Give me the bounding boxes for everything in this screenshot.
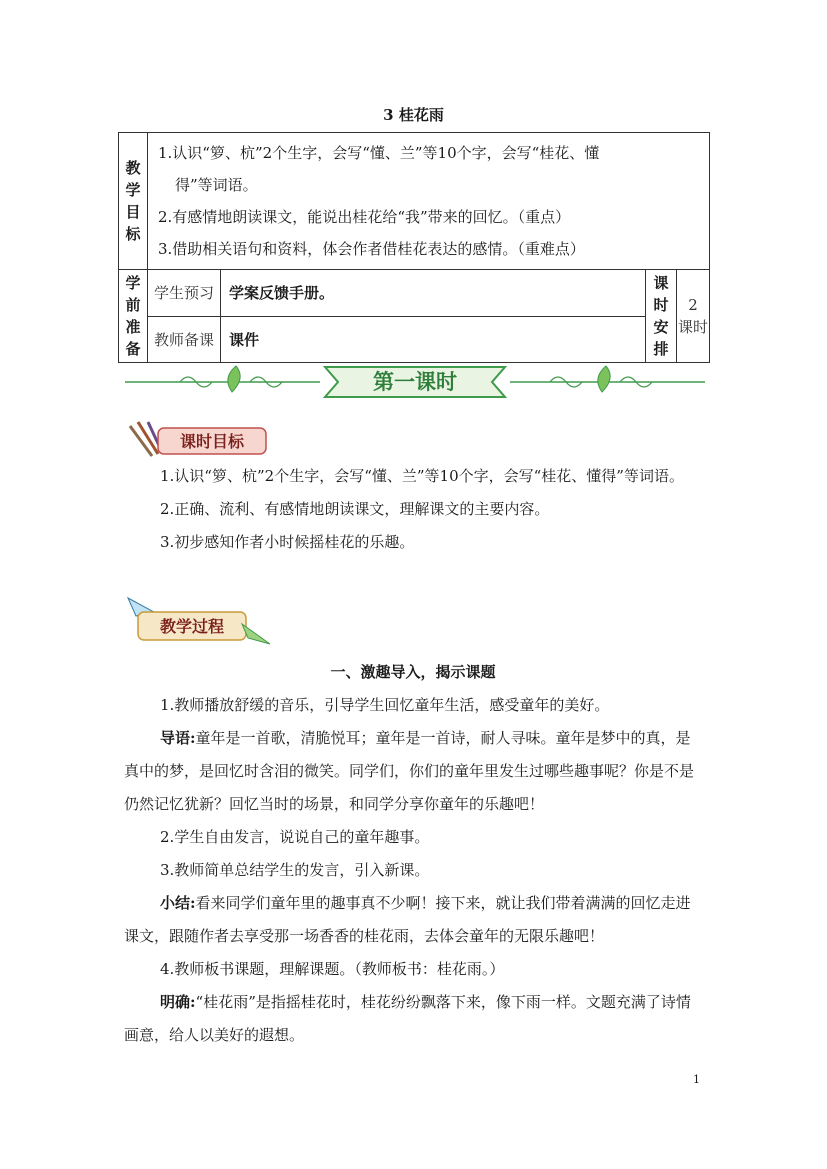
summary-label: 小结: <box>160 894 196 912</box>
summary-text: 看来同学们童年里的趣事真不少啊！接下来，就让我们带着满满的回忆走进课文，跟随作者去享受那一场香香的桂花雨，去体会童年的无限乐趣吧！ <box>124 894 691 945</box>
objective-1: 1.认识“箩、杭”2个生字，会写“懂、兰”等10个字，会写“桂花、懂得”等词语。 <box>160 467 684 485</box>
objectives-badge-text: 课时目标 <box>179 432 245 451</box>
banner-text: 第一课时 <box>373 369 457 394</box>
page-number: 1 <box>693 1073 700 1086</box>
objective-3: 3.初步感知作者小时候摇桂花的乐趣。 <box>160 533 415 551</box>
goals-cell <box>148 133 710 270</box>
objectives-badge <box>124 418 274 460</box>
process-section <box>124 656 702 1052</box>
objectives-section <box>124 460 702 559</box>
goals-header: 教学目标 <box>119 133 148 270</box>
process-step-3: 3.教师简单总结学生的发言，引入新课。 <box>160 861 430 879</box>
goal-3: 3.借助相关语句和资料，体会作者借桂花表达的感情。（重难点） <box>158 240 585 258</box>
process-step-1: 1.教师播放舒缓的音乐，引导学生回忆童年生活，感受童年的美好。 <box>160 696 610 714</box>
paper-plane-icon <box>242 624 270 644</box>
clarify-paragraph <box>124 986 702 1052</box>
hours-cell <box>677 270 710 363</box>
process-badge-text: 教学过程 <box>159 617 225 636</box>
goal-1-line-2: 得”等词语。 <box>175 176 258 194</box>
process-heading: 一、激趣导入，揭示课题 <box>330 663 496 681</box>
process-step-4: 4.教师板书课题，理解课题。（教师板书：桂花雨。） <box>160 960 505 978</box>
student-prep-value: 学案反馈手册。 <box>221 270 646 317</box>
clarify-text: “桂花雨”是指摇桂花时，桂花纷纷飘落下来，像下雨一样。文题充满了诗情画意，给人以美好的遐想。 <box>124 993 691 1044</box>
process-step-2: 2.学生自由发言，说说自己的童年趣事。 <box>160 828 430 846</box>
intro-text: 童年是一首歌，清脆悦耳；童年是一首诗，耐人寻味。童年是梦中的真，是真中的梦，是回忆时含泪的微笑。同学们，你们的童年里发生过哪些趣事呢？你是不是仍然记忆犹新？回忆当时的场景，和同学分享你童年的乐趣吧！ <box>124 729 695 813</box>
objective-2: 2.正确、流利、有感情地朗读课文，理解课文的主要内容。 <box>160 500 550 518</box>
intro-paragraph <box>124 722 702 821</box>
hours-value: 2 <box>688 296 698 314</box>
leaf-icon <box>598 366 610 392</box>
schedule-header: 课时安排 <box>646 270 677 363</box>
prep-header: 学前准备 <box>119 270 148 363</box>
hours-unit: 课时 <box>678 318 709 336</box>
student-prep-label: 学生预习 <box>148 270 221 317</box>
lesson-period-banner <box>120 362 710 402</box>
goal-1-line-1: 1.认识“箩、杭”2个生字，会写“懂、兰”等10个字，会写“桂花、懂 <box>158 144 600 162</box>
teacher-prep-value: 课件 <box>221 316 646 363</box>
process-badge <box>124 594 274 648</box>
lesson-prep-table <box>118 132 710 363</box>
intro-label: 导语: <box>160 729 196 747</box>
goal-2: 2.有感情地朗读课文，能说出桂花给“我”带来的回忆。（重点） <box>158 208 571 226</box>
summary-paragraph <box>124 887 702 953</box>
lesson-title: 3 桂花雨 <box>383 106 444 124</box>
teacher-prep-label: 教师备课 <box>148 316 221 363</box>
leaf-icon <box>228 366 240 392</box>
clarify-label: 明确: <box>160 993 196 1011</box>
